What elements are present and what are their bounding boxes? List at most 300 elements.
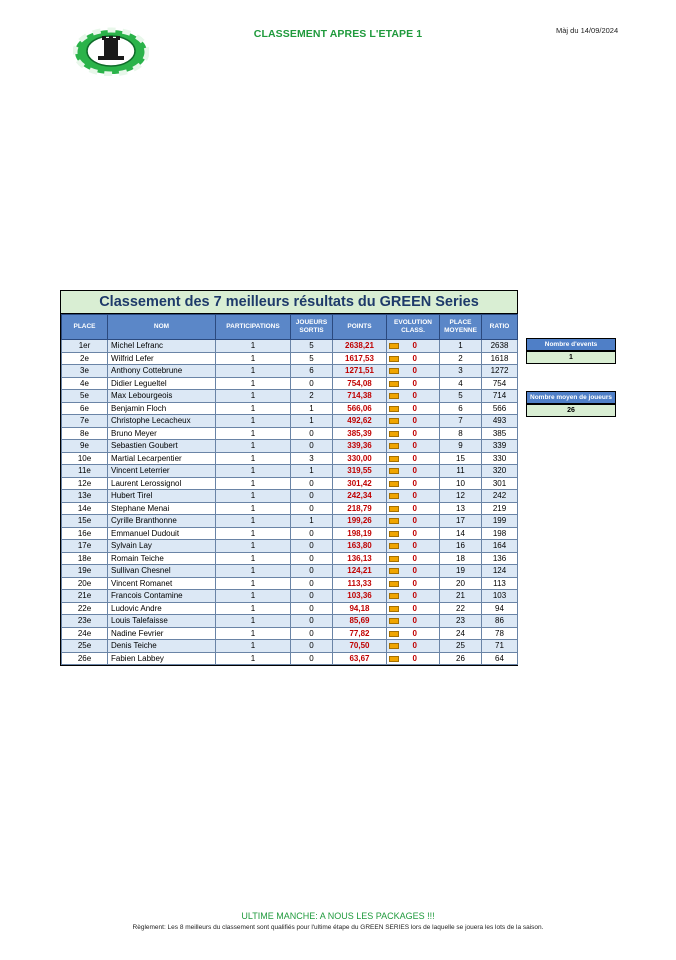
cell-place-moyenne: 19 [440,565,482,578]
cell-nom: Vincent Romanet [108,577,216,590]
cell-joueurs-sortis: 0 [291,615,333,628]
evolution-value: 0 [412,478,417,488]
cell-ratio: 164 [482,540,518,553]
ranking-table [61,314,518,665]
cell-place: 19e [62,565,108,578]
evolution-stable-icon [389,593,399,599]
cell-participations: 1 [216,540,291,553]
cell-evolution [387,590,440,603]
cell-evolution [387,390,440,403]
cell-participations: 1 [216,452,291,465]
cell-place-moyenne: 3 [440,365,482,378]
cell-ratio: 339 [482,440,518,453]
cell-points: 103,36 [333,590,387,603]
cell-place: 20e [62,577,108,590]
evolution-stable-icon [389,606,399,612]
cell-ratio: 754 [482,377,518,390]
cell-evolution [387,652,440,665]
cell-nom: Sebastien Goubert [108,440,216,453]
cell-evolution [387,552,440,565]
table-row [62,577,518,590]
evolution-value: 0 [412,441,417,451]
cell-participations: 1 [216,515,291,528]
players-label: Nombre moyen de joueurs [526,391,616,404]
cell-nom: Michel Lefranc [108,340,216,353]
cell-nom: Benjamin Floch [108,402,216,415]
table-row [62,427,518,440]
cell-place: 3e [62,365,108,378]
cell-place: 23e [62,615,108,628]
cell-points: 77,82 [333,627,387,640]
cell-place: 14e [62,502,108,515]
cell-nom: Sylvain Lay [108,540,216,553]
cell-place: 2e [62,352,108,365]
table-row [62,340,518,353]
cell-evolution [387,477,440,490]
cell-points: 124,21 [333,565,387,578]
cell-participations: 1 [216,390,291,403]
cell-place-moyenne: 12 [440,490,482,503]
evolution-value: 0 [412,378,417,388]
cell-place-moyenne: 14 [440,527,482,540]
table-row [62,452,518,465]
cell-place: 7e [62,415,108,428]
cell-evolution [387,515,440,528]
events-value: 1 [526,351,616,364]
table-row [62,477,518,490]
footer-headline: ULTIME MANCHE: A NOUS LES PACKAGES !!! [241,911,435,921]
cell-evolution [387,640,440,653]
cell-place: 22e [62,602,108,615]
cell-participations: 1 [216,427,291,440]
footer-rules: Règlement: Les 8 meilleurs du classement sont qualifiés pour l'ultime étape du GREEN SERIES lors de laquelle se jouera les lots de la saison. [132,924,544,931]
evolution-stable-icon [389,456,399,462]
cell-participations: 1 [216,365,291,378]
page-title: CLASSEMENT APRES L'ETAPE 1 [253,28,423,40]
cell-participations: 1 [216,552,291,565]
cell-nom: Anthony Cottebrune [108,365,216,378]
table-row [62,352,518,365]
cell-evolution [387,352,440,365]
evolution-value: 0 [412,653,417,663]
table-row [62,565,518,578]
col-header-joueurs-sortis: JOUEURS SORTIS [291,315,333,340]
cell-nom: Sullivan Chesnel [108,565,216,578]
cell-ratio: 1272 [482,365,518,378]
cell-joueurs-sortis: 0 [291,590,333,603]
evolution-value: 0 [412,366,417,376]
cell-joueurs-sortis: 0 [291,477,333,490]
cell-points: 70,50 [333,640,387,653]
evolution-stable-icon [389,618,399,624]
cell-nom: Romain Teiche [108,552,216,565]
table-row [62,440,518,453]
cell-place-moyenne: 20 [440,577,482,590]
cell-nom: Vincent Leterrier [108,465,216,478]
cell-ratio: 86 [482,615,518,628]
cell-joueurs-sortis: 3 [291,452,333,465]
cell-ratio: 64 [482,652,518,665]
cell-ratio: 242 [482,490,518,503]
evolution-value: 0 [412,591,417,601]
cell-evolution [387,415,440,428]
cell-nom: Nadine Fevrier [108,627,216,640]
table-row [62,527,518,540]
cell-participations: 1 [216,590,291,603]
cell-participations: 1 [216,652,291,665]
cell-place: 25e [62,640,108,653]
cell-joueurs-sortis: 0 [291,490,333,503]
cell-place-moyenne: 1 [440,340,482,353]
cell-points: 1271,51 [333,365,387,378]
cell-place: 17e [62,540,108,553]
cell-place: 12e [62,477,108,490]
cell-joueurs-sortis: 0 [291,377,333,390]
cell-participations: 1 [216,440,291,453]
cell-joueurs-sortis: 0 [291,440,333,453]
cell-ratio: 103 [482,590,518,603]
cell-joueurs-sortis: 0 [291,552,333,565]
cell-evolution [387,427,440,440]
cell-participations: 1 [216,415,291,428]
cell-place-moyenne: 26 [440,652,482,665]
cell-joueurs-sortis: 0 [291,502,333,515]
cell-evolution [387,490,440,503]
cell-evolution [387,340,440,353]
cell-participations: 1 [216,602,291,615]
cell-place: 1er [62,340,108,353]
evolution-value: 0 [412,528,417,538]
cell-participations: 1 [216,402,291,415]
evolution-value: 0 [412,453,417,463]
cell-points: 330,00 [333,452,387,465]
evolution-stable-icon [389,556,399,562]
cell-participations: 1 [216,627,291,640]
cell-nom: Francois Contamine [108,590,216,603]
evolution-stable-icon [389,518,399,524]
evolution-stable-icon [389,631,399,637]
cell-nom: Laurent Lerossignol [108,477,216,490]
cell-ratio: 493 [482,415,518,428]
evolution-value: 0 [412,641,417,651]
cell-joueurs-sortis: 6 [291,365,333,378]
cell-ratio: 113 [482,577,518,590]
cell-ratio: 78 [482,627,518,640]
cell-points: 319,55 [333,465,387,478]
cell-place-moyenne: 9 [440,440,482,453]
cell-place-moyenne: 10 [440,477,482,490]
cell-participations: 1 [216,477,291,490]
cell-place: 5e [62,390,108,403]
cell-points: 339,36 [333,440,387,453]
cell-place: 6e [62,402,108,415]
evolution-value: 0 [412,353,417,363]
cell-points: 492,62 [333,415,387,428]
table-row [62,415,518,428]
header-row [62,315,518,340]
cell-place: 21e [62,590,108,603]
cell-place-moyenne: 23 [440,615,482,628]
cell-participations: 1 [216,490,291,503]
col-header-ratio: RATIO [482,315,518,340]
cell-points: 198,19 [333,527,387,540]
cell-nom: Stephane Menai [108,502,216,515]
cell-nom: Cyrille Branthonne [108,515,216,528]
cell-nom: Emmanuel Dudouit [108,527,216,540]
cell-participations: 1 [216,352,291,365]
cell-points: 199,26 [333,515,387,528]
ranking-body [62,340,518,665]
evolution-stable-icon [389,381,399,387]
cell-place-moyenne: 7 [440,415,482,428]
cell-participations: 1 [216,640,291,653]
cell-evolution [387,365,440,378]
cell-nom: Hubert Tirel [108,490,216,503]
col-header-place: PLACE [62,315,108,340]
events-label: Nombre d'events [526,338,616,351]
table-row [62,540,518,553]
cell-points: 94,18 [333,602,387,615]
cell-evolution [387,615,440,628]
cell-joueurs-sortis: 1 [291,465,333,478]
cell-ratio: 198 [482,527,518,540]
cell-participations: 1 [216,577,291,590]
cell-nom: Martial Lecarpentier [108,452,216,465]
evolution-value: 0 [412,391,417,401]
evolution-value: 0 [412,578,417,588]
cell-joueurs-sortis: 0 [291,527,333,540]
cell-participations: 1 [216,615,291,628]
cell-nom: Christophe Lecacheux [108,415,216,428]
cell-place-moyenne: 21 [440,590,482,603]
cell-participations: 1 [216,565,291,578]
table-row [62,552,518,565]
cell-place-moyenne: 2 [440,352,482,365]
cell-points: 113,33 [333,577,387,590]
cell-ratio: 71 [482,640,518,653]
cell-place-moyenne: 22 [440,602,482,615]
cell-evolution [387,402,440,415]
cell-place-moyenne: 8 [440,427,482,440]
cell-nom: Fabien Labbey [108,652,216,665]
evolution-stable-icon [389,406,399,412]
cell-joueurs-sortis: 2 [291,390,333,403]
evolution-stable-icon [389,368,399,374]
col-header-participations: PARTICIPATIONS [216,315,291,340]
cell-nom: Didier Legueltel [108,377,216,390]
cell-place-moyenne: 11 [440,465,482,478]
evolution-value: 0 [412,603,417,613]
table-row [62,627,518,640]
cell-evolution [387,440,440,453]
cell-joueurs-sortis: 5 [291,340,333,353]
cell-place-moyenne: 16 [440,540,482,553]
evolution-value: 0 [412,503,417,513]
cell-joueurs-sortis: 1 [291,415,333,428]
table-row [62,365,518,378]
cell-joueurs-sortis: 0 [291,602,333,615]
cell-points: 163,80 [333,540,387,553]
table-row [62,377,518,390]
cell-place-moyenne: 18 [440,552,482,565]
evolution-stable-icon [389,356,399,362]
table-row [62,615,518,628]
table-row [62,402,518,415]
cell-place: 24e [62,627,108,640]
cell-joueurs-sortis: 0 [291,577,333,590]
evolution-value: 0 [412,553,417,563]
cell-joueurs-sortis: 0 [291,652,333,665]
cell-points: 63,67 [333,652,387,665]
evolution-value: 0 [412,491,417,501]
cell-place-moyenne: 4 [440,377,482,390]
evolution-value: 0 [412,628,417,638]
col-header-evolution: EVOLUTION CLASS. [387,315,440,340]
evolution-value: 0 [412,341,417,351]
cell-participations: 1 [216,465,291,478]
evolution-stable-icon [389,418,399,424]
cell-ratio: 219 [482,502,518,515]
cell-points: 301,42 [333,477,387,490]
evolution-stable-icon [389,506,399,512]
cell-participations: 1 [216,340,291,353]
cell-place: 4e [62,377,108,390]
evolution-value: 0 [412,616,417,626]
cell-place: 13e [62,490,108,503]
table-row [62,502,518,515]
cell-ratio: 1618 [482,352,518,365]
cell-participations: 1 [216,377,291,390]
cell-place: 26e [62,652,108,665]
cell-nom: Ludovic Andre [108,602,216,615]
cell-points: 218,79 [333,502,387,515]
table-row [62,465,518,478]
evolution-value: 0 [412,428,417,438]
cell-points: 714,38 [333,390,387,403]
evolution-stable-icon [389,443,399,449]
cell-joueurs-sortis: 0 [291,427,333,440]
evolution-stable-icon [389,581,399,587]
cell-points: 754,08 [333,377,387,390]
cell-ratio: 566 [482,402,518,415]
cell-evolution [387,565,440,578]
cell-points: 2638,21 [333,340,387,353]
evolution-stable-icon [389,493,399,499]
cell-points: 385,39 [333,427,387,440]
cell-place: 9e [62,440,108,453]
evolution-stable-icon [389,531,399,537]
cell-nom: Wilfrid Lefer [108,352,216,365]
cell-ratio: 199 [482,515,518,528]
cell-nom: Bruno Meyer [108,427,216,440]
cell-joueurs-sortis: 0 [291,540,333,553]
evolution-value: 0 [412,416,417,426]
cell-place: 15e [62,515,108,528]
cell-place: 16e [62,527,108,540]
cell-place-moyenne: 15 [440,452,482,465]
cell-ratio: 301 [482,477,518,490]
cell-evolution [387,540,440,553]
col-header-points: POINTS [333,315,387,340]
evolution-stable-icon [389,343,399,349]
evolution-stable-icon [389,393,399,399]
cell-ratio: 136 [482,552,518,565]
cell-points: 136,13 [333,552,387,565]
cell-joueurs-sortis: 0 [291,640,333,653]
cell-participations: 1 [216,502,291,515]
cell-ratio: 385 [482,427,518,440]
evolution-stable-icon [389,431,399,437]
table-row [62,602,518,615]
evolution-value: 0 [412,466,417,476]
table-row [62,652,518,665]
table-row [62,590,518,603]
cell-place-moyenne: 5 [440,390,482,403]
evolution-value: 0 [412,541,417,551]
table-row [62,390,518,403]
evolution-value: 0 [412,403,417,413]
cell-place-moyenne: 13 [440,502,482,515]
cell-place-moyenne: 24 [440,627,482,640]
update-date: Màj du 14/09/2024 [556,26,619,35]
cell-evolution [387,577,440,590]
cell-ratio: 320 [482,465,518,478]
cell-evolution [387,527,440,540]
cell-ratio: 330 [482,452,518,465]
cell-evolution [387,602,440,615]
cell-participations: 1 [216,527,291,540]
cell-place-moyenne: 17 [440,515,482,528]
evolution-stable-icon [389,568,399,574]
cell-nom: Louis Talefaisse [108,615,216,628]
cell-ratio: 124 [482,565,518,578]
cell-place-moyenne: 25 [440,640,482,653]
cell-points: 85,69 [333,615,387,628]
players-value: 26 [526,404,616,417]
cell-place: 11e [62,465,108,478]
evolution-stable-icon [389,468,399,474]
cell-nom: Max Lebourgeois [108,390,216,403]
evolution-stable-icon [389,543,399,549]
cell-evolution [387,502,440,515]
evolution-value: 0 [412,566,417,576]
table-row [62,640,518,653]
cell-evolution [387,465,440,478]
col-header-place-moyenne: PLACE MOYENNE [440,315,482,340]
table-row [62,490,518,503]
cell-ratio: 714 [482,390,518,403]
evolution-stable-icon [389,643,399,649]
cell-evolution [387,452,440,465]
cell-ratio: 2638 [482,340,518,353]
cell-points: 1617,53 [333,352,387,365]
cell-joueurs-sortis: 1 [291,515,333,528]
cell-place-moyenne: 6 [440,402,482,415]
cell-place: 10e [62,452,108,465]
cell-place: 18e [62,552,108,565]
cell-nom: Denis Teiche [108,640,216,653]
cell-points: 242,34 [333,490,387,503]
cell-joueurs-sortis: 1 [291,402,333,415]
evolution-stable-icon [389,656,399,662]
cell-joueurs-sortis: 0 [291,627,333,640]
cell-joueurs-sortis: 0 [291,565,333,578]
table-row [62,515,518,528]
cell-points: 566,06 [333,402,387,415]
cell-evolution [387,377,440,390]
cell-ratio: 94 [482,602,518,615]
ranking-board [60,290,518,666]
